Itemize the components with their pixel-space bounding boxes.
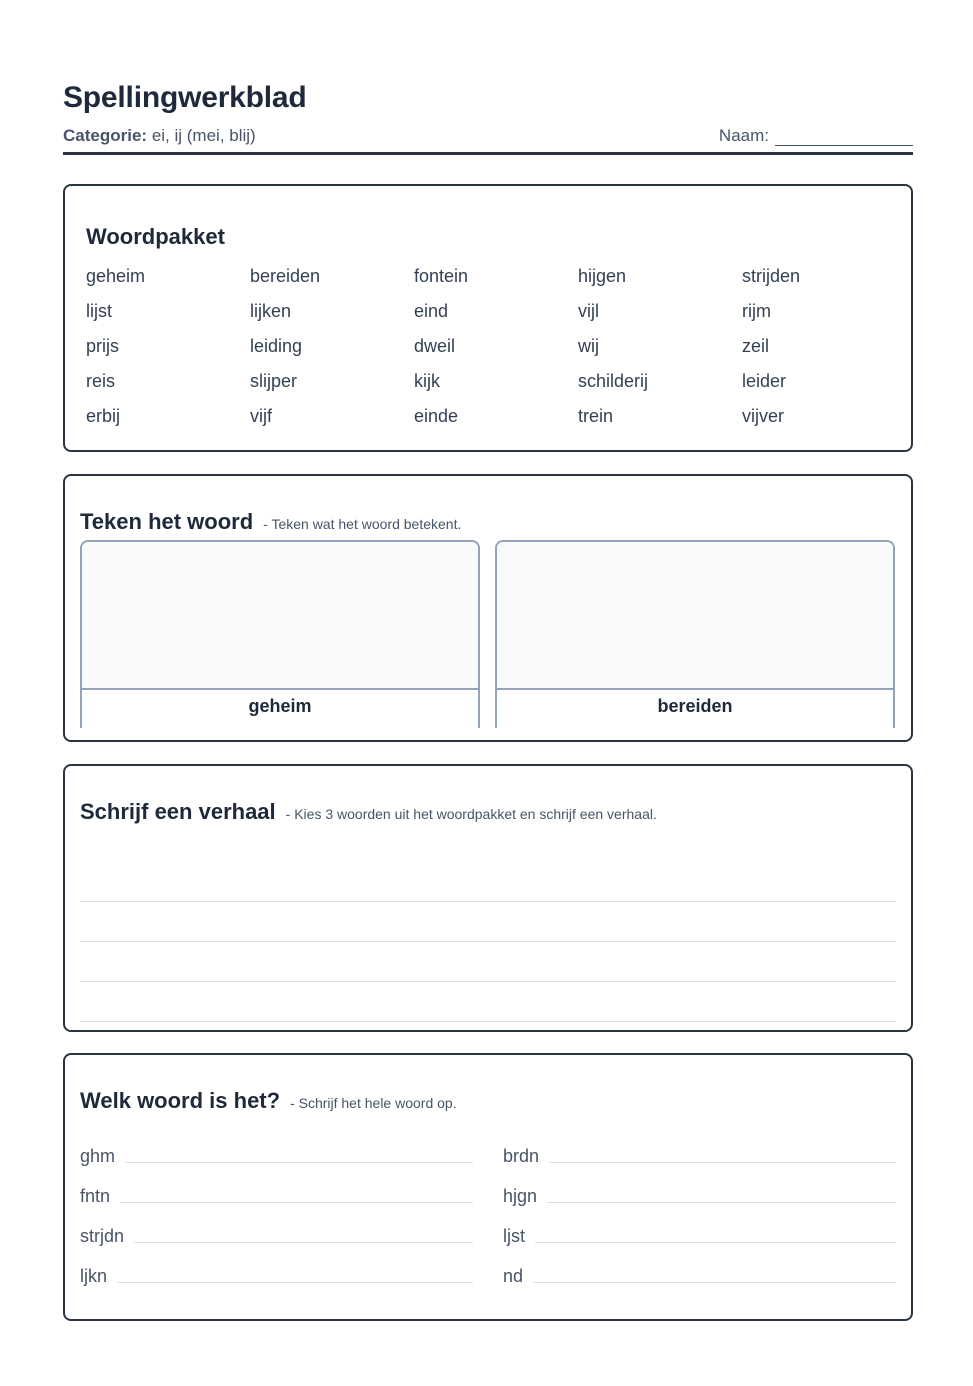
which-word-subtitle: - Schrijf het hele woord op.	[290, 1095, 457, 1111]
scrambled-word: brdn	[503, 1146, 540, 1166]
writing-line[interactable]	[80, 902, 896, 942]
which-word-title: Welk woord is het?	[80, 1088, 281, 1113]
answer-line[interactable]	[549, 1162, 896, 1163]
word-item: leiding	[250, 336, 303, 356]
word-item: erbij	[86, 406, 121, 426]
word-item: fontein	[414, 266, 469, 286]
draw-section-box	[63, 474, 913, 742]
word-item: lijst	[86, 301, 112, 321]
word-item: prijs	[86, 336, 120, 356]
page-title: Spellingwerkblad	[63, 81, 307, 114]
word-item: vijf	[250, 406, 272, 426]
scrambled-word: ghm	[80, 1146, 116, 1166]
word-item: einde	[414, 406, 459, 426]
word-item: strijden	[742, 266, 801, 286]
which-word-box	[63, 1053, 913, 1321]
word-item: eind	[414, 301, 449, 321]
which-word-item	[503, 1249, 896, 1289]
which-word-item	[80, 1129, 473, 1169]
answer-line[interactable]	[547, 1202, 896, 1203]
draw-card	[80, 540, 480, 728]
story-section-title: Schrijf een verhaal	[80, 799, 276, 824]
word-item: lijken	[250, 301, 292, 321]
story-section-box	[63, 764, 913, 1032]
category-label: Categorie:	[63, 126, 148, 145]
draw-section-title: Teken het woord	[80, 509, 254, 534]
answer-line[interactable]	[125, 1162, 473, 1163]
scrambled-word: ljkn	[80, 1266, 108, 1286]
word-item: reis	[86, 371, 116, 391]
drawing-area[interactable]	[82, 542, 478, 690]
name-field	[719, 126, 913, 146]
word-item: vijver	[742, 406, 785, 426]
which-word-item	[503, 1209, 896, 1249]
worksheet-page	[63, 78, 913, 1286]
word-item: slijper	[250, 371, 298, 391]
word-item: trein	[578, 406, 614, 426]
word-item: schilderij	[578, 371, 649, 391]
name-input-line[interactable]	[775, 127, 913, 146]
writing-line[interactable]	[80, 862, 896, 902]
category-value: ei, ij (mei, blij)	[151, 126, 256, 145]
story-writing-area[interactable]	[80, 862, 896, 1022]
answer-line[interactable]	[535, 1242, 896, 1243]
word-pack-box	[63, 184, 913, 452]
scrambled-word: ljst	[503, 1226, 525, 1246]
which-word-item	[503, 1169, 896, 1209]
word-item: dweil	[414, 336, 456, 356]
answer-line[interactable]	[120, 1202, 473, 1203]
meta-row	[63, 122, 913, 155]
scrambled-word: nd	[503, 1266, 524, 1286]
word-item: hijgen	[578, 266, 627, 286]
answer-line[interactable]	[134, 1242, 473, 1243]
answer-line[interactable]	[117, 1282, 473, 1283]
name-label: Naam:	[718, 126, 769, 145]
which-word-item	[80, 1249, 473, 1289]
draw-card	[495, 540, 895, 728]
word-item: kijk	[414, 371, 440, 391]
drawing-area[interactable]	[497, 542, 893, 690]
draw-card-label: bereiden	[657, 696, 733, 716]
word-item: zeil	[742, 336, 770, 356]
writing-line[interactable]	[80, 982, 896, 1022]
answer-line[interactable]	[533, 1282, 896, 1283]
word-item: geheim	[86, 266, 146, 286]
word-item: rijm	[742, 301, 771, 321]
draw-section-subtitle: - Teken wat het woord betekent.	[263, 516, 462, 532]
category	[63, 126, 256, 146]
draw-card-label: geheim	[248, 696, 312, 716]
scrambled-word: hjgn	[503, 1186, 538, 1206]
word-item: bereiden	[250, 266, 321, 286]
scrambled-word: fntn	[80, 1186, 111, 1206]
writing-line[interactable]	[80, 942, 896, 982]
word-pack-title: Woordpakket	[86, 224, 225, 249]
which-word-column-right	[503, 1129, 896, 1289]
which-word-item	[503, 1129, 896, 1169]
word-item: vijl	[578, 301, 599, 321]
word-item: leider	[742, 371, 787, 391]
scrambled-word: strjdn	[80, 1226, 125, 1246]
story-section-subtitle: - Kies 3 woorden uit het woordpakket en schrijf een verhaal.	[285, 806, 657, 822]
word-item: wij	[578, 336, 599, 356]
which-word-item	[80, 1169, 473, 1209]
which-word-item	[80, 1209, 473, 1249]
which-word-column-left	[80, 1129, 473, 1289]
word-grid	[86, 266, 906, 441]
